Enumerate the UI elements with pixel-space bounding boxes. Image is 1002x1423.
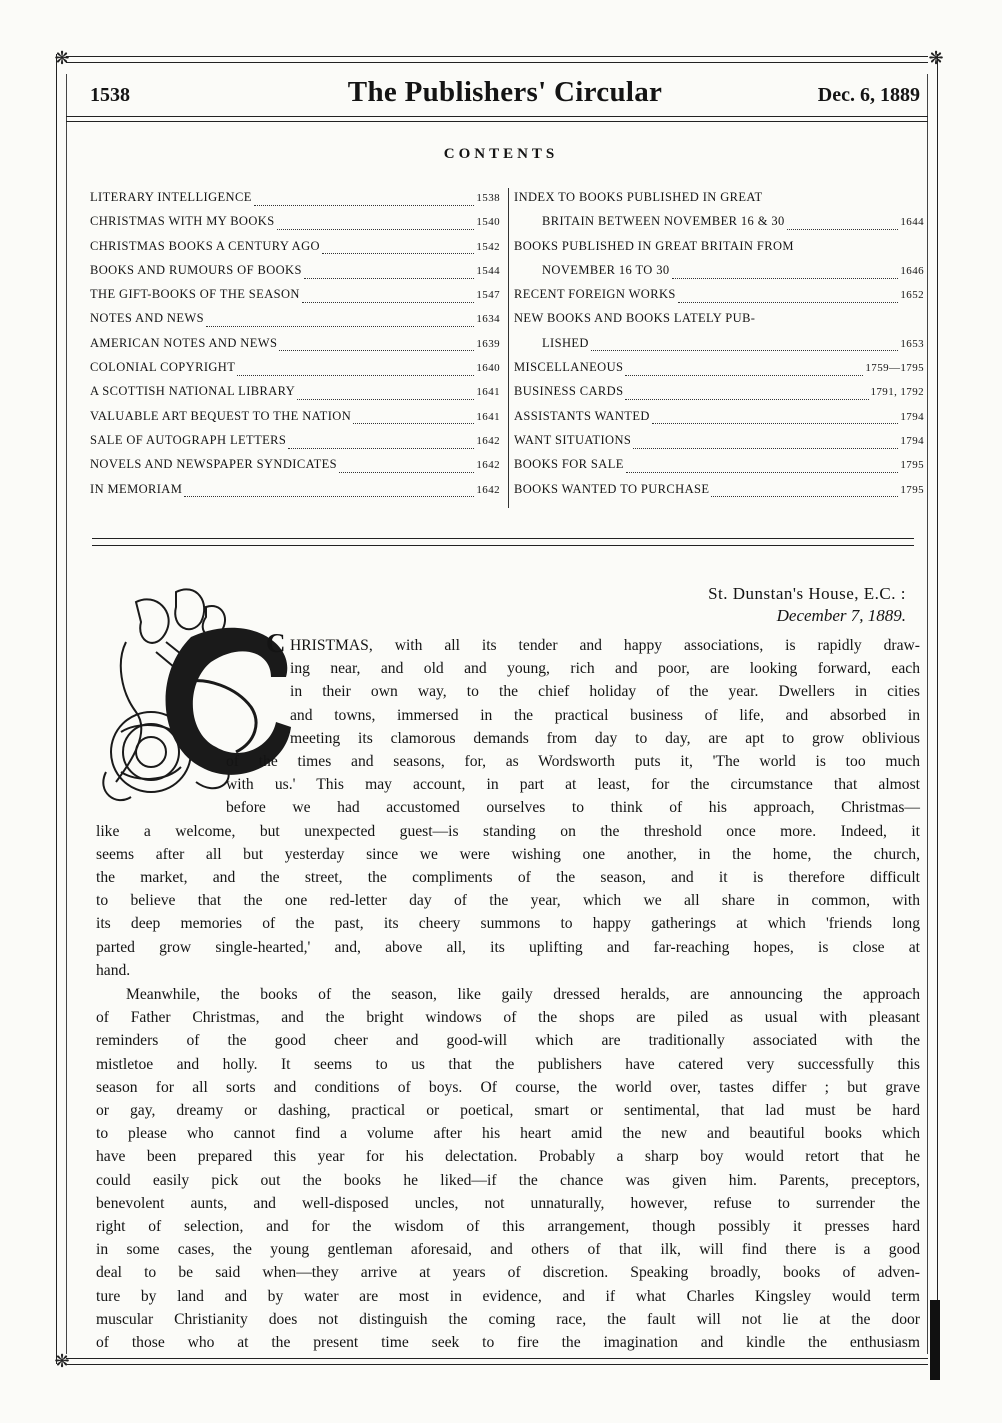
- paragraph-line: ture by land and by water are most in evidence, and if what Charles Kingsley would term: [96, 1287, 920, 1305]
- toc-entry: VALUABLE ART BEQUEST TO THE NATION 1641: [90, 408, 500, 423]
- toc-entry: CHRISTMAS BOOKS A CENTURY AGO 1542: [90, 238, 500, 253]
- paragraph-line: reminders of the good cheer and good-will which are traditionally associated with the: [96, 1032, 920, 1050]
- paragraph-line: before we had accustomed ourselves to think of his approach, Christmas—: [226, 799, 920, 817]
- paragraph-line: meeting its clamorous demands from day to day, are apt to grow oblivious: [290, 729, 920, 747]
- contents-right-column: [514, 190, 924, 506]
- running-header: [90, 76, 920, 112]
- toc-entry: BUSINESS CARDS 1791, 1792: [514, 384, 924, 399]
- toc-entry: BOOKS WANTED TO PURCHASE 1795: [514, 481, 924, 496]
- toc-entry-continued: LISHED 1653: [542, 335, 924, 350]
- toc-entry: NOVELS AND NEWSPAPER SYNDICATES 1642: [90, 457, 500, 472]
- contents-left-column: [90, 190, 500, 506]
- toc-entry: RECENT FOREIGN WORKS 1652: [514, 287, 924, 302]
- journal-title: The Publishers' Circular: [347, 76, 663, 108]
- paragraph-line: benevolent aunts, and well-disposed uncles, not unnaturally, however, refuse to surrender the: [96, 1194, 920, 1212]
- toc-entry: THE GIFT-BOOKS OF THE SEASON 1547: [90, 287, 500, 302]
- toc-entry: BOOKS PUBLISHED IN GREAT BRITAIN FROM: [514, 238, 794, 253]
- toc-entry: WANT SITUATIONS 1794: [514, 432, 924, 447]
- toc-entry: ASSISTANTS WANTED 1794: [514, 408, 924, 423]
- article-date: December 7, 1889.: [776, 606, 906, 625]
- bottom-rule-inner: [66, 1364, 928, 1365]
- paragraph-line: season for all sorts and conditions of boys. Of course, the world over, tastes differ ; but grave: [96, 1078, 920, 1096]
- contents-end-rule-inner: [92, 545, 914, 546]
- header-rule: [66, 116, 928, 117]
- toc-entry: INDEX TO BOOKS PUBLISHED IN GREAT: [514, 190, 763, 204]
- toc-entry: CHRISTMAS WITH MY BOOKS 1540: [90, 214, 500, 229]
- toc-entry: COLONIAL COPYRIGHT 1640: [90, 360, 500, 375]
- paragraph-line: of the times and seasons, for, as Wordsworth puts it, 'The world is too much: [226, 753, 920, 770]
- page-number: 1538: [90, 84, 130, 106]
- paragraph-line: right of selection, and for the wisdom of this arrangement, though possibly it presses hard: [96, 1218, 920, 1235]
- toc-entry-continued: BRITAIN BETWEEN NOVEMBER 16 & 30 1644: [542, 214, 924, 229]
- corner-ornament-icon: ❋: [54, 1351, 70, 1371]
- header-rule-inner: [66, 121, 928, 122]
- paragraph-line: hand.: [96, 961, 131, 979]
- paragraph-line: or gay, dreamy or dashing, practical or poetical, smart or sentimental, that lad must be hard: [96, 1102, 920, 1119]
- corner-ornament-icon: ❋: [928, 48, 944, 68]
- paragraph-line: of those who at the present time seek to fire the imagination and kindle the enthusiasm: [96, 1334, 920, 1351]
- toc-entry: AMERICAN NOTES AND NEWS 1639: [90, 335, 500, 350]
- paragraph-line: Meanwhile, the books of the season, like gaily dressed heralds, are announcing the approach: [126, 986, 920, 1003]
- toc-entry: SALE OF AUTOGRAPH LETTERS 1642: [90, 432, 500, 447]
- toc-entry: MISCELLANEOUS 1759—1795: [514, 360, 924, 375]
- paragraph-line: of Father Christmas, and the bright windows of the shops are piled as usual with pleasant: [96, 1009, 920, 1027]
- paragraph-line: parted grow single-hearted,' and, above all, its uplifting and far-reaching hopes, is close at: [96, 938, 920, 956]
- toc-entry: NOTES AND NEWS 1634: [90, 311, 500, 326]
- toc-entry: BOOKS AND RUMOURS OF BOOKS 1544: [90, 262, 500, 277]
- paragraph-line: could easily pick out the books he liked—if the chance was given him. Parents, preceptors,: [96, 1171, 920, 1189]
- paragraph-line: seems after all but yesterday since we were wishing one another, in the home, the church,: [96, 845, 920, 863]
- toc-entry: NEW BOOKS AND BOOKS LATELY PUB-: [514, 311, 756, 326]
- paragraph-line: muscular Christianity does not distinguish the coming race, the fault will not lie at the door: [96, 1310, 920, 1328]
- toc-entry-continued: NOVEMBER 16 TO 30 1646: [542, 262, 924, 277]
- dropcap-letter: C: [266, 628, 286, 658]
- paragraph-line: the market, and the street, the compliments of the season, and it is therefore difficult: [96, 869, 920, 886]
- toc-entry: IN MEMORIAM 1642: [90, 481, 500, 496]
- contents-end-rule: [92, 538, 914, 539]
- contents-heading: CONTENTS: [443, 146, 559, 162]
- paragraph-line: to believe that the one red-letter day of the year, which we all share in common, with: [96, 892, 920, 910]
- margin-bar: [930, 1300, 940, 1380]
- paragraph-line: and towns, immersed in the practical business of life, and absorbed in: [290, 706, 920, 724]
- toc-entry: A SCOTTISH NATIONAL LIBRARY 1641: [90, 384, 500, 399]
- paragraph-line: its deep memories of the past, its cheery summons to happy gatherings at which 'friends long: [96, 915, 920, 933]
- corner-ornament-icon: ❋: [54, 48, 70, 68]
- paragraph-line: in some cases, the young gentleman aforesaid, and others of that ilk, will find there is a good: [96, 1241, 920, 1259]
- paragraph-line: with us.' This may account, in part at least, for the circumstance that almost: [226, 776, 920, 794]
- top-rule-inner: [66, 62, 928, 63]
- toc-entry: BOOKS FOR SALE 1795: [514, 457, 924, 472]
- paragraph-line: deal to be said when—they arrive at years of discretion. Speaking broadly, books of adven-: [96, 1264, 920, 1282]
- bottom-rule: [66, 1358, 928, 1359]
- top-rule: [66, 56, 928, 57]
- toc-entry: LITERARY INTELLIGENCE 1538: [90, 190, 500, 204]
- paragraph-line: mistletoe and holly. It seems to us that the publishers have catered very successfully this: [96, 1055, 920, 1073]
- paragraph-line: in their own way, to the chief holiday of the year. Dwellers in cities: [290, 683, 920, 701]
- article-address: St. Dunstan's House, E.C. :: [708, 584, 906, 603]
- paragraph-line: ing near, and old and young, rich and poor, are looking forward, each: [290, 660, 920, 678]
- contents-column-divider: [508, 188, 509, 508]
- paragraph-line: HRISTMAS, with all its tender and happy associations, is rapidly draw-: [290, 637, 920, 654]
- paragraph-line: have been prepared this year for his delectation. Probably a sharp boy would retort that he: [96, 1148, 920, 1166]
- paragraph-line: like a welcome, but unexpected guest—is standing on the threshold once more. Indeed, it: [96, 822, 920, 840]
- paragraph-line: to please who cannot find a volume after his heart amid the new and beautiful books which: [96, 1125, 920, 1143]
- issue-date: Dec. 6, 1889: [817, 84, 920, 106]
